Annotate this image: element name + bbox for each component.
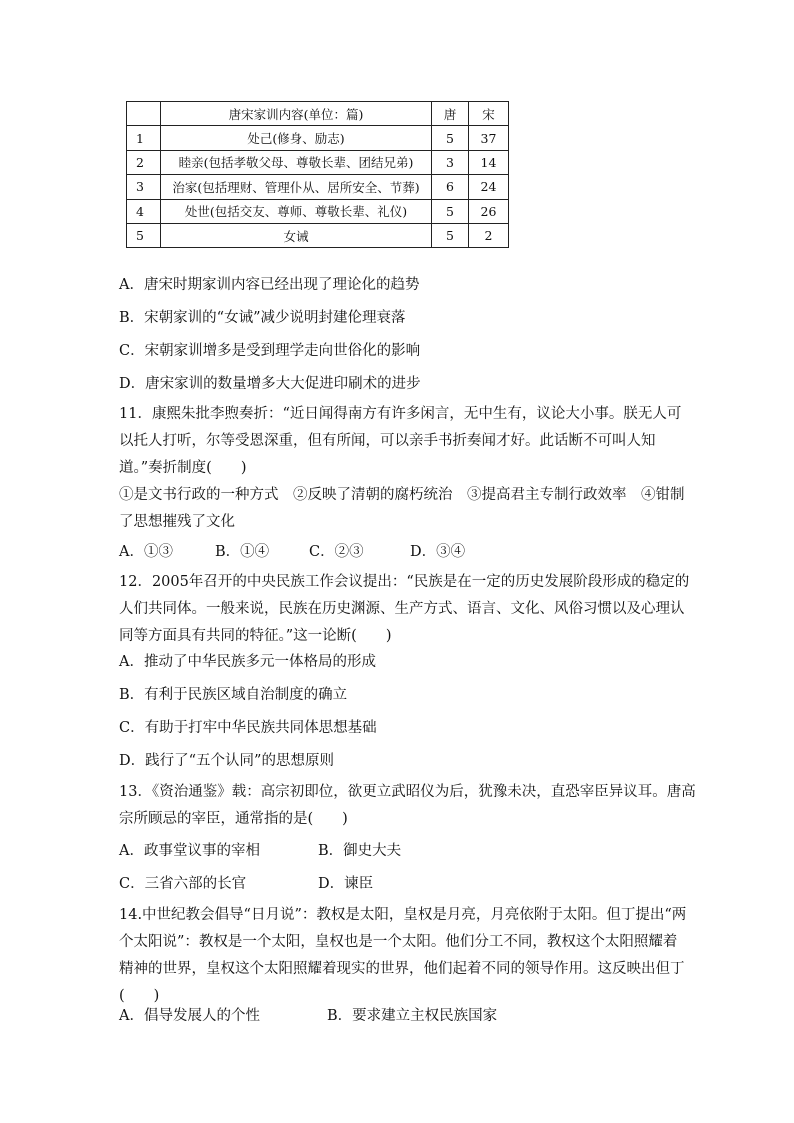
q11-option-a: A．①③ <box>119 544 173 560</box>
q13-options-row1 <box>119 841 401 861</box>
table-header-cell: 宋 <box>469 102 509 126</box>
q13-stem: 13．《资治通鉴》载：高宗初即位，欲更立武昭仪为后，犹豫未决，直恐宰臣异议耳。唐高宗所顾忌的宰臣，通常指的是( ) <box>119 784 696 827</box>
table-header-cell: 唐宋家训内容(单位：篇) <box>161 102 432 126</box>
table-row <box>127 126 509 150</box>
family-instruction-table <box>126 101 509 248</box>
q10-option-a: A．唐宋时期家训内容已经出现了理论化的趋势 <box>119 277 420 293</box>
q10-option-c: C．宋朝家训增多是受到理学走向世俗化的影响 <box>119 343 421 359</box>
q12-option-b: B．有利于民族区域自治制度的确立 <box>119 687 348 703</box>
q13-option-c: C．三省六部的长官 <box>119 876 247 892</box>
q13-option-a: A．政事堂议事的宰相 <box>119 843 260 859</box>
table-cell: 6 <box>432 175 469 199</box>
q14-options-row1 <box>119 1006 497 1026</box>
table-cell: 14 <box>469 150 509 174</box>
q11-option-c: C．②③ <box>309 544 364 560</box>
table-cell: 女诫 <box>161 223 432 247</box>
q11-stem: 11．康熙朱批李煦奏折：“近日闻得南方有许多闲言，无中生有，议论大小事。朕无人可以托人打听，尔等受恩深重，但有所闻，可以亲手书折奏闻才好。此话断不可叫人知道。”奏折制度( ) <box>119 406 682 476</box>
q12-option-d: D．践行了“五个认同”的思想原则 <box>119 753 334 769</box>
table-row <box>127 150 509 174</box>
q13-options-row2 <box>119 874 373 894</box>
q11-options <box>119 542 465 562</box>
table-header-cell <box>127 102 161 126</box>
table-cell: 2 <box>127 150 161 174</box>
table-row <box>127 199 509 223</box>
q10-option-d: D．唐宋家训的数量增多大大促进印刷术的进步 <box>119 376 421 392</box>
table-cell: 5 <box>432 126 469 150</box>
table-cell: 处己(修身、励志) <box>161 126 432 150</box>
table-cell: 3 <box>432 150 469 174</box>
q14-option-a: A．倡导发展人的个性 <box>119 1008 260 1024</box>
table-cell: 1 <box>127 126 161 150</box>
table-cell: 睦亲(包括孝敬父母、尊敬长辈、团结兄弟) <box>161 150 432 174</box>
table-cell: 4 <box>127 199 161 223</box>
table-header-row <box>127 102 509 126</box>
table-cell: 37 <box>469 126 509 150</box>
q11-option-d: D．③④ <box>410 544 466 560</box>
table-cell: 2 <box>469 223 509 247</box>
table-cell: 3 <box>127 175 161 199</box>
q10-option-b: B．宋朝家训的“女诫”减少说明封建伦理衰落 <box>119 310 406 326</box>
table-cell: 24 <box>469 175 509 199</box>
q12-stem: 12．2005年召开的中央民族工作会议提出：“民族是在一定的历史发展阶段形成的稳定的人们共同体。一般来说，民族在历史渊源、生产方式、语言、文化、风俗习惯以及心理认同等方面具有共同的特征。”这一论断( ) <box>119 574 690 644</box>
table-cell: 5 <box>432 199 469 223</box>
q11-items: ①是文书行政的一种方式 ②反映了清朝的腐朽统治 ③提高君主专制行政效率 ④钳制了思想摧残了文化 <box>119 487 685 530</box>
q13-option-b: B．御史大夫 <box>318 843 402 859</box>
q12-option-a: A．推动了中华民族多元一体格局的形成 <box>119 654 376 670</box>
table-row <box>127 175 509 199</box>
table-header-cell: 唐 <box>432 102 469 126</box>
table-cell: 5 <box>127 223 161 247</box>
table-cell: 治家(包括理财、管理仆从、居所安全、节葬) <box>161 175 432 199</box>
q12-option-c: C．有助于打牢中华民族共同体思想基础 <box>119 720 377 736</box>
table-row <box>127 223 509 247</box>
q14-option-b: B．要求建立主权民族国家 <box>327 1008 498 1024</box>
table-cell: 处世(包括交友、尊师、尊敬长辈、礼仪) <box>161 199 432 223</box>
q11-option-b: B．①④ <box>215 544 270 560</box>
q13-option-d: D．谏臣 <box>318 876 374 892</box>
table-cell: 5 <box>432 223 469 247</box>
q14-stem: 14.中世纪教会倡导“日月说”：教权是太阳，皇权是月亮，月亮依附于太阳。但丁提出“两个太阳说”：教权是一个太阳，皇权也是一个太阳。他们分工不同，教权这个太阳照耀着精神的世界，皇权这个太阳照耀着现实的世界，他们起着不同的领导作用。这反映出但丁( ) <box>119 907 687 1004</box>
table-cell: 26 <box>469 199 509 223</box>
